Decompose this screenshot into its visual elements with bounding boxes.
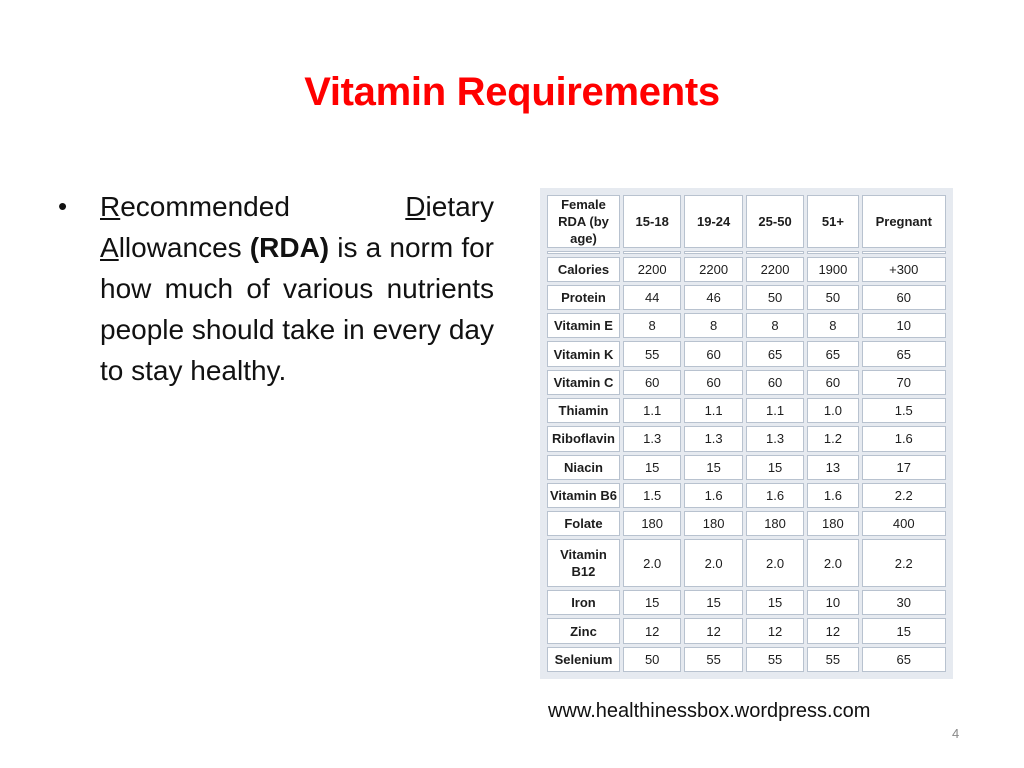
table-cell: 65 bbox=[746, 341, 804, 366]
table-cell: 70 bbox=[862, 370, 946, 395]
table-cell: 15 bbox=[746, 590, 804, 615]
table-cell: 60 bbox=[684, 370, 742, 395]
table-cell: 50 bbox=[746, 285, 804, 310]
row-label bbox=[547, 251, 620, 254]
table-cell: 65 bbox=[862, 341, 946, 366]
letter-a: A bbox=[100, 232, 119, 263]
table-row bbox=[547, 511, 946, 536]
bullet-text bbox=[100, 186, 494, 391]
letter-r: R bbox=[100, 191, 121, 222]
table-cell: 2200 bbox=[623, 257, 681, 282]
table-cell: 1.3 bbox=[746, 426, 804, 451]
table-cell: 1.5 bbox=[862, 398, 946, 423]
table-row bbox=[547, 313, 946, 338]
bullet-paragraph bbox=[58, 186, 494, 391]
table-cell: 55 bbox=[807, 647, 858, 672]
row-label: Folate bbox=[547, 511, 620, 536]
table-cell bbox=[862, 251, 946, 254]
definition-rest: is a norm for how much of various nutrients people should take in every day to stay healthy. bbox=[100, 232, 494, 386]
table-row bbox=[547, 426, 946, 451]
table-cell: 15 bbox=[684, 590, 742, 615]
table-cell: 180 bbox=[807, 511, 858, 536]
table-cell: 2200 bbox=[746, 257, 804, 282]
table-cell: 2.0 bbox=[746, 539, 804, 587]
table-cell: 65 bbox=[862, 647, 946, 672]
row-label: Niacin bbox=[547, 455, 620, 480]
table-cell bbox=[746, 251, 804, 254]
table-cell: 1.1 bbox=[746, 398, 804, 423]
table-cell: 60 bbox=[807, 370, 858, 395]
header-col: 51+ bbox=[807, 195, 858, 248]
word-ietary: ietary bbox=[425, 191, 494, 222]
table-row bbox=[547, 483, 946, 508]
slide-title: Vitamin Requirements bbox=[304, 70, 720, 114]
table-cell: 12 bbox=[746, 618, 804, 643]
table-cell: 2.2 bbox=[862, 539, 946, 587]
table-cell: 1900 bbox=[807, 257, 858, 282]
bullet-symbol: • bbox=[58, 191, 68, 221]
row-label: Vitamin B6 bbox=[547, 483, 620, 508]
table-cell: 8 bbox=[684, 313, 742, 338]
source-url: www.healthinessbox.wordpress.com bbox=[548, 700, 871, 722]
table-cell: 1.1 bbox=[684, 398, 742, 423]
table-cell: 15 bbox=[623, 455, 681, 480]
table-cell: 60 bbox=[684, 341, 742, 366]
table-cell: 12 bbox=[623, 618, 681, 643]
header-col: Pregnant bbox=[862, 195, 946, 248]
word-llowances: llowances bbox=[118, 232, 242, 263]
table-cell: 55 bbox=[684, 647, 742, 672]
word-ecommended: ecommended bbox=[120, 191, 290, 222]
table-cell: 60 bbox=[862, 285, 946, 310]
rda-table-image bbox=[540, 188, 953, 679]
table-cell: 2.0 bbox=[807, 539, 858, 587]
table-cell: 1.5 bbox=[623, 483, 681, 508]
table-cell bbox=[684, 251, 742, 254]
page-number: 4 bbox=[952, 726, 960, 741]
table-cell: 12 bbox=[684, 618, 742, 643]
table-cell: 180 bbox=[684, 511, 742, 536]
row-label: Vitamin B12 bbox=[547, 539, 620, 587]
table-row bbox=[547, 257, 946, 282]
table-cell: +300 bbox=[862, 257, 946, 282]
table-cell: 180 bbox=[623, 511, 681, 536]
table-cell: 1.6 bbox=[807, 483, 858, 508]
header-col: 19-24 bbox=[684, 195, 742, 248]
table-cell: 400 bbox=[862, 511, 946, 536]
table-cell: 1.1 bbox=[623, 398, 681, 423]
table-row bbox=[547, 647, 946, 672]
row-label: Vitamin E bbox=[547, 313, 620, 338]
row-label: Riboflavin bbox=[547, 426, 620, 451]
table-cell: 180 bbox=[746, 511, 804, 536]
table-row bbox=[547, 398, 946, 423]
row-label: Calories bbox=[547, 257, 620, 282]
table-cell: 60 bbox=[623, 370, 681, 395]
table-cell: 65 bbox=[807, 341, 858, 366]
table-cell: 1.0 bbox=[807, 398, 858, 423]
table-row bbox=[547, 539, 946, 587]
table-cell: 1.6 bbox=[684, 483, 742, 508]
table-row bbox=[547, 370, 946, 395]
table-cell: 13 bbox=[807, 455, 858, 480]
table-cell: 15 bbox=[684, 455, 742, 480]
table-cell: 60 bbox=[746, 370, 804, 395]
letter-d: D bbox=[405, 191, 426, 222]
table-row bbox=[547, 341, 946, 366]
table-cell: 2200 bbox=[684, 257, 742, 282]
table-row bbox=[547, 285, 946, 310]
table-cell: 50 bbox=[623, 647, 681, 672]
table-cell: 1.3 bbox=[623, 426, 681, 451]
header-col: 15-18 bbox=[623, 195, 681, 248]
row-label: Selenium bbox=[547, 647, 620, 672]
table-cell: 8 bbox=[623, 313, 681, 338]
table-cell: 10 bbox=[862, 313, 946, 338]
table-cell: 10 bbox=[807, 590, 858, 615]
header-col: 25-50 bbox=[746, 195, 804, 248]
header-female-rda: Female RDA (by age) bbox=[547, 195, 620, 248]
table-cell bbox=[807, 251, 858, 254]
table-row bbox=[547, 618, 946, 643]
table-cell: 46 bbox=[684, 285, 742, 310]
row-label: Iron bbox=[547, 590, 620, 615]
table-cell: 2.0 bbox=[623, 539, 681, 587]
table-cell: 8 bbox=[807, 313, 858, 338]
table-cell: 15 bbox=[862, 618, 946, 643]
table-cell: 1.3 bbox=[684, 426, 742, 451]
table-cell: 15 bbox=[623, 590, 681, 615]
table-row bbox=[547, 455, 946, 480]
table-cell: 1.6 bbox=[746, 483, 804, 508]
row-label: Zinc bbox=[547, 618, 620, 643]
table-cell: 2.2 bbox=[862, 483, 946, 508]
table-cell: 55 bbox=[623, 341, 681, 366]
table-cell: 50 bbox=[807, 285, 858, 310]
row-label: Thiamin bbox=[547, 398, 620, 423]
table-header-row bbox=[547, 195, 946, 248]
rda-abbrev: (RDA) bbox=[249, 232, 330, 263]
table-cell bbox=[623, 251, 681, 254]
table-cell: 44 bbox=[623, 285, 681, 310]
row-label: Vitamin K bbox=[547, 341, 620, 366]
rda-table bbox=[544, 192, 949, 675]
table-cell: 1.6 bbox=[862, 426, 946, 451]
table-cell: 17 bbox=[862, 455, 946, 480]
table-cell: 8 bbox=[746, 313, 804, 338]
table-cell: 55 bbox=[746, 647, 804, 672]
row-label: Protein bbox=[547, 285, 620, 310]
row-label: Vitamin C bbox=[547, 370, 620, 395]
table-cell: 12 bbox=[807, 618, 858, 643]
table-cell: 30 bbox=[862, 590, 946, 615]
table-cell: 1.2 bbox=[807, 426, 858, 451]
table-row bbox=[547, 251, 946, 254]
table-cell: 2.0 bbox=[684, 539, 742, 587]
table-cell: 15 bbox=[746, 455, 804, 480]
table-row bbox=[547, 590, 946, 615]
